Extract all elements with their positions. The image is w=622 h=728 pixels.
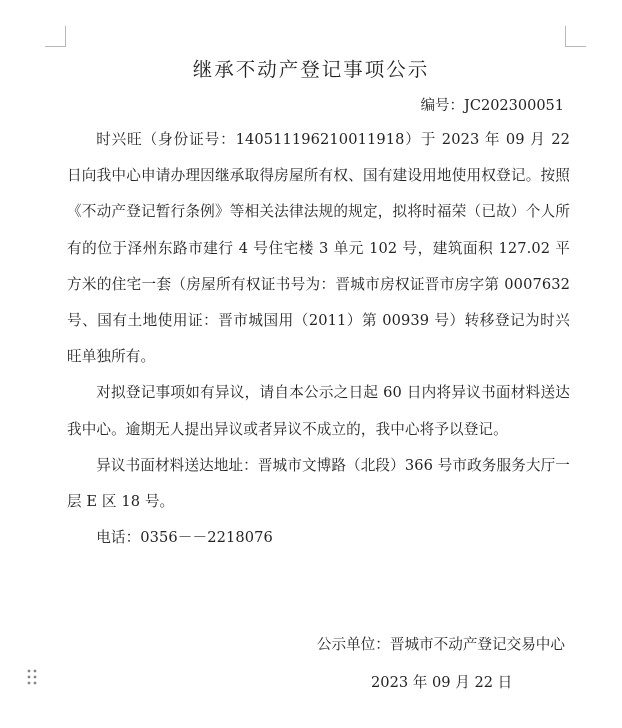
document-body — [67, 122, 570, 556]
paragraph-application: 时兴旺（身份证号：140511196210011918）于 2023 年 09 月 22 日向我中心申请办理因继承取得房屋所有权、国有建设用地使用权登记。按照《不动产登记暂行条例》等相关法律法规的规定，拟将时福荣（已故）个人所有的位于泽州东路市建行 4 号住宅楼 3 单元 102 号，建筑面积 127.02 平方米的住宅一套（房屋所有权证书号为：晋城市房权证晋市房字第 0007632 号、国有土地使用证：晋市城国用（2011）第 00939 号）转移登记为时兴旺单独所有。 — [67, 131, 570, 366]
paragraph-objection: 对拟登记事项如有异议，请自本公示之日起 60 日内将异议书面材料送达我中心。逾期无人提出异议或者异议不成立的，我中心将予以登记。 — [67, 384, 570, 438]
drag-handle-icon[interactable] — [26, 668, 38, 686]
crop-mark-top-left — [45, 26, 66, 47]
document-title: 继承不动产登记事项公示 — [192, 58, 430, 81]
crop-mark-top-right — [565, 26, 586, 47]
paragraph-address: 异议书面材料送达地址：晋城市文博路（北段）366 号市政务服务大厅一层 E 区 18 号。 — [67, 456, 570, 511]
publisher-signature: 公示单位：晋城市不动产登记交易中心 — [316, 636, 565, 653]
document-number: 编号：JC202300051 — [420, 98, 564, 114]
publication-date: 2023 年 09 月 22 日 — [371, 674, 513, 691]
paragraph-phone: 电话：0356－－2218076 — [96, 529, 273, 547]
